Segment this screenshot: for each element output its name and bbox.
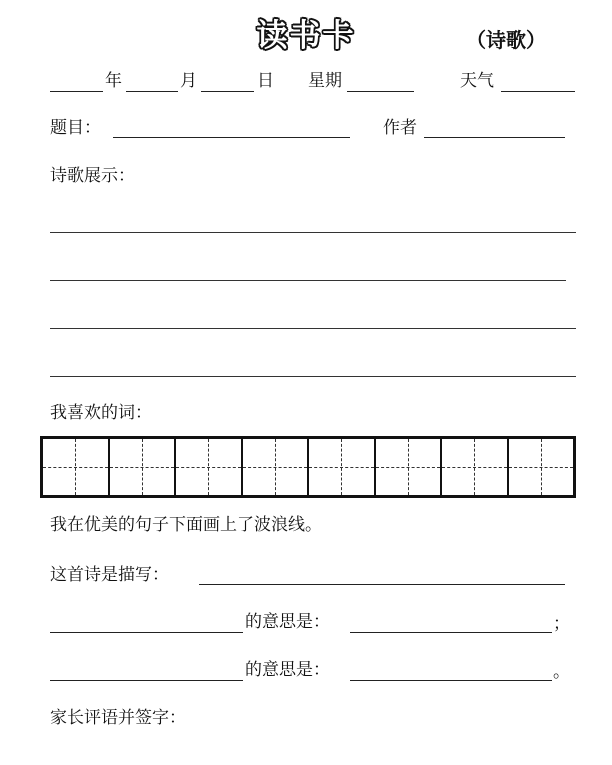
meaning-label-2: 的意思是： <box>245 660 330 680</box>
month-blank[interactable] <box>126 91 178 92</box>
meaning-blank-2[interactable] <box>350 680 552 681</box>
grid-cell[interactable] <box>243 439 310 495</box>
poem-title-label: 题目： <box>50 118 101 138</box>
word-blank-1[interactable] <box>50 632 243 633</box>
tianzige-grid <box>40 436 576 498</box>
poem-line-4[interactable] <box>50 376 576 377</box>
grid-cell[interactable] <box>442 439 509 495</box>
year-label: 年 <box>105 71 122 91</box>
grid-cell[interactable] <box>110 439 177 495</box>
day-label: 日 <box>257 71 274 91</box>
poem-line-1[interactable] <box>50 232 576 233</box>
poem-line-3[interactable] <box>50 328 576 329</box>
favorite-words-label: 我喜欢的词： <box>50 403 152 423</box>
weekday-blank[interactable] <box>347 91 414 92</box>
grid-cell[interactable] <box>509 439 574 495</box>
poem-line-2[interactable] <box>50 280 566 281</box>
card-title: 读书卡 <box>256 18 356 54</box>
parent-comment-label: 家长评语并签字： <box>50 708 186 728</box>
meaning-label-1: 的意思是： <box>245 612 330 632</box>
meaning-end-1: ； <box>553 614 570 634</box>
card-subtitle: （诗歌） <box>466 28 546 52</box>
grid-cell[interactable] <box>176 439 243 495</box>
poem-display-label: 诗歌展示： <box>50 166 135 186</box>
meaning-blank-1[interactable] <box>350 632 552 633</box>
author-blank[interactable] <box>424 137 565 138</box>
weather-blank[interactable] <box>501 91 575 92</box>
grid-cell[interactable] <box>309 439 376 495</box>
poem-title-blank[interactable] <box>113 137 350 138</box>
grid-cell[interactable] <box>43 439 110 495</box>
word-blank-2[interactable] <box>50 680 243 681</box>
day-blank[interactable] <box>201 91 254 92</box>
grid-cell[interactable] <box>376 439 443 495</box>
describe-label: 这首诗是描写： <box>50 565 169 585</box>
year-blank[interactable] <box>50 91 103 92</box>
meaning-end-2: 。 <box>553 662 570 682</box>
describe-blank[interactable] <box>199 584 565 585</box>
weather-label: 天气 <box>460 71 494 91</box>
weekday-label: 星期 <box>308 71 342 91</box>
author-label: 作者 <box>383 118 417 138</box>
month-label: 月 <box>180 71 197 91</box>
wavy-line-note: 我在优美的句子下面画上了波浪线。 <box>50 515 322 535</box>
